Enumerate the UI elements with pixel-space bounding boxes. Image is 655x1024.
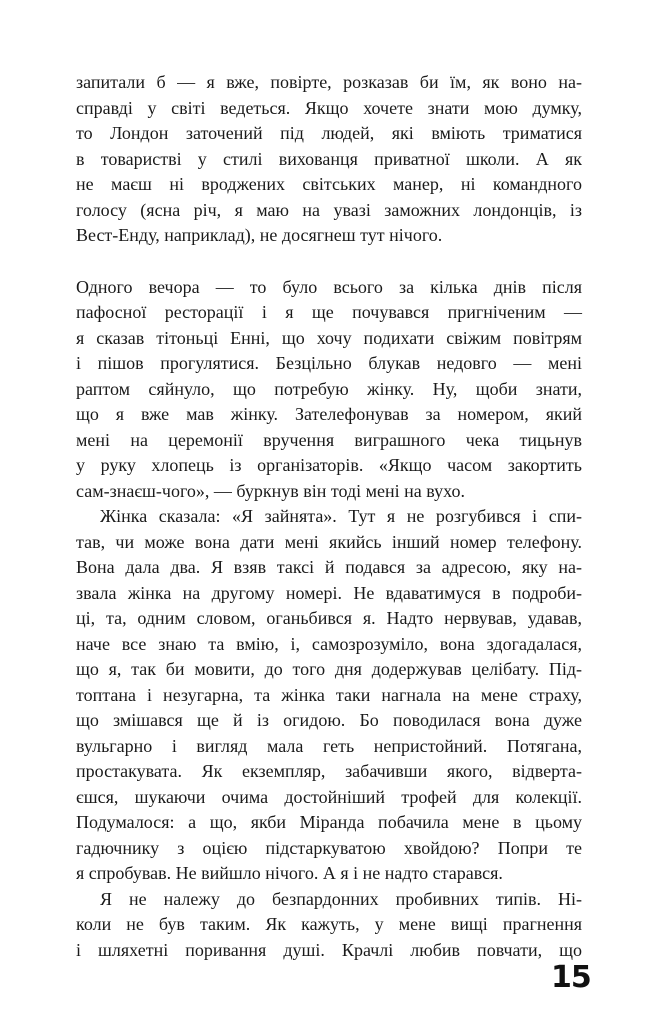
page-number: 15 <box>551 960 591 995</box>
text-line: що я, так би мовити, до того дня додержував целібату. Під- <box>76 659 582 679</box>
text-line: гадючнику з оцією підстаркуватою хвойдою? Попри те <box>76 837 582 858</box>
text-line: справді у світі ведеться. Якщо хочете знати мою думку, <box>76 97 582 118</box>
paragraph <box>76 275 582 505</box>
text-line: Подумалося: а що, якби Міранда побачила мене в цьому <box>76 812 582 832</box>
text-line: запитали б — я вже, повірте, розказав би їм, як воно на- <box>76 72 582 92</box>
text-line: у руку хлопець із організаторів. «Якщо часом закортить <box>76 455 582 475</box>
text-line: Вест-Енду, наприклад), не досягнеш тут нічого. <box>76 225 443 245</box>
text-line: звала жінка на другому номері. Не вдаватимуся в подроби- <box>76 582 582 603</box>
text-line: вульгарно і вигляд мала геть непристойний. Потягана, <box>76 735 582 756</box>
text-line: в товаристві у стилі вихованця приватної школи. А як <box>76 148 582 169</box>
paragraph <box>76 887 582 964</box>
text-line: Я не належу до безпардонних пробивних типів. Ні- <box>100 888 582 909</box>
text-line: пафосної ресторації і я ще почувався пригніченим — <box>76 302 582 322</box>
text-line: я сказав тітоньці Енні, що хочу подихати свіжим повітрям <box>76 327 582 348</box>
text-line: Жінка сказала: «Я зайнята». Тут я не розгубився і спи- <box>100 506 582 526</box>
text-line: я спробував. Не вийшло нічого. А я і не надто старався. <box>76 863 503 883</box>
text-line: Вона дала два. Я взяв таксі й подався за адресою, яку на- <box>76 557 582 577</box>
text-line: коли не був таким. Як кажуть, у мене вищі прагнення <box>76 914 582 934</box>
text-line: тав, чи може вона дати мені якийсь інший номер телефону. <box>76 531 582 552</box>
text-line: і шляхетні поривання душі. Крачлі любив повчати, що <box>76 939 582 960</box>
text-line: топтана і незугарна, та жінка таки нагнала на мене страху, <box>76 684 582 705</box>
text-line: простакувата. Як екземпляр, забачивши якого, відверта- <box>76 761 582 781</box>
text-line: Одного вечора — то було всього за кілька днів після <box>76 276 582 297</box>
text-line: голосу (ясна річ, я маю на увазі заможних лондонців, із <box>76 199 582 220</box>
text-line: сам-знаєш-чого», — буркнув він тоді мені на вухо. <box>76 480 465 501</box>
text-line: то Лондон заточений під людей, які вміють триматися <box>76 123 582 143</box>
text-line: що я вже мав жінку. Зателефонував за номером, який <box>76 404 582 424</box>
page-body <box>76 70 582 963</box>
paragraph <box>76 70 582 249</box>
text-line: ці, та, одним словом, оганьбився я. Надто нервував, удавав, <box>76 608 582 628</box>
paragraph <box>76 504 582 887</box>
text-line: не маєш ні вроджених світських манер, ні командного <box>76 174 582 194</box>
text-line: що змішався ще й із огидою. Бо поводилася вона дуже <box>76 710 582 730</box>
text-line: єшся, шукаючи очима достойніший трофей для колекції. <box>76 786 582 807</box>
text-line: наче все знаю та вмію, і, самозрозуміло, вона здогадалася, <box>76 633 582 654</box>
text-line: раптом сяйнуло, що потребую жінку. Ну, щоби знати, <box>76 378 582 399</box>
section-break <box>76 249 582 275</box>
text-line: і пішов прогулятися. Безцільно блукав недовго — мені <box>76 353 582 373</box>
text-line: мені на церемонії вручення виграшного чека тицьнув <box>76 429 582 450</box>
